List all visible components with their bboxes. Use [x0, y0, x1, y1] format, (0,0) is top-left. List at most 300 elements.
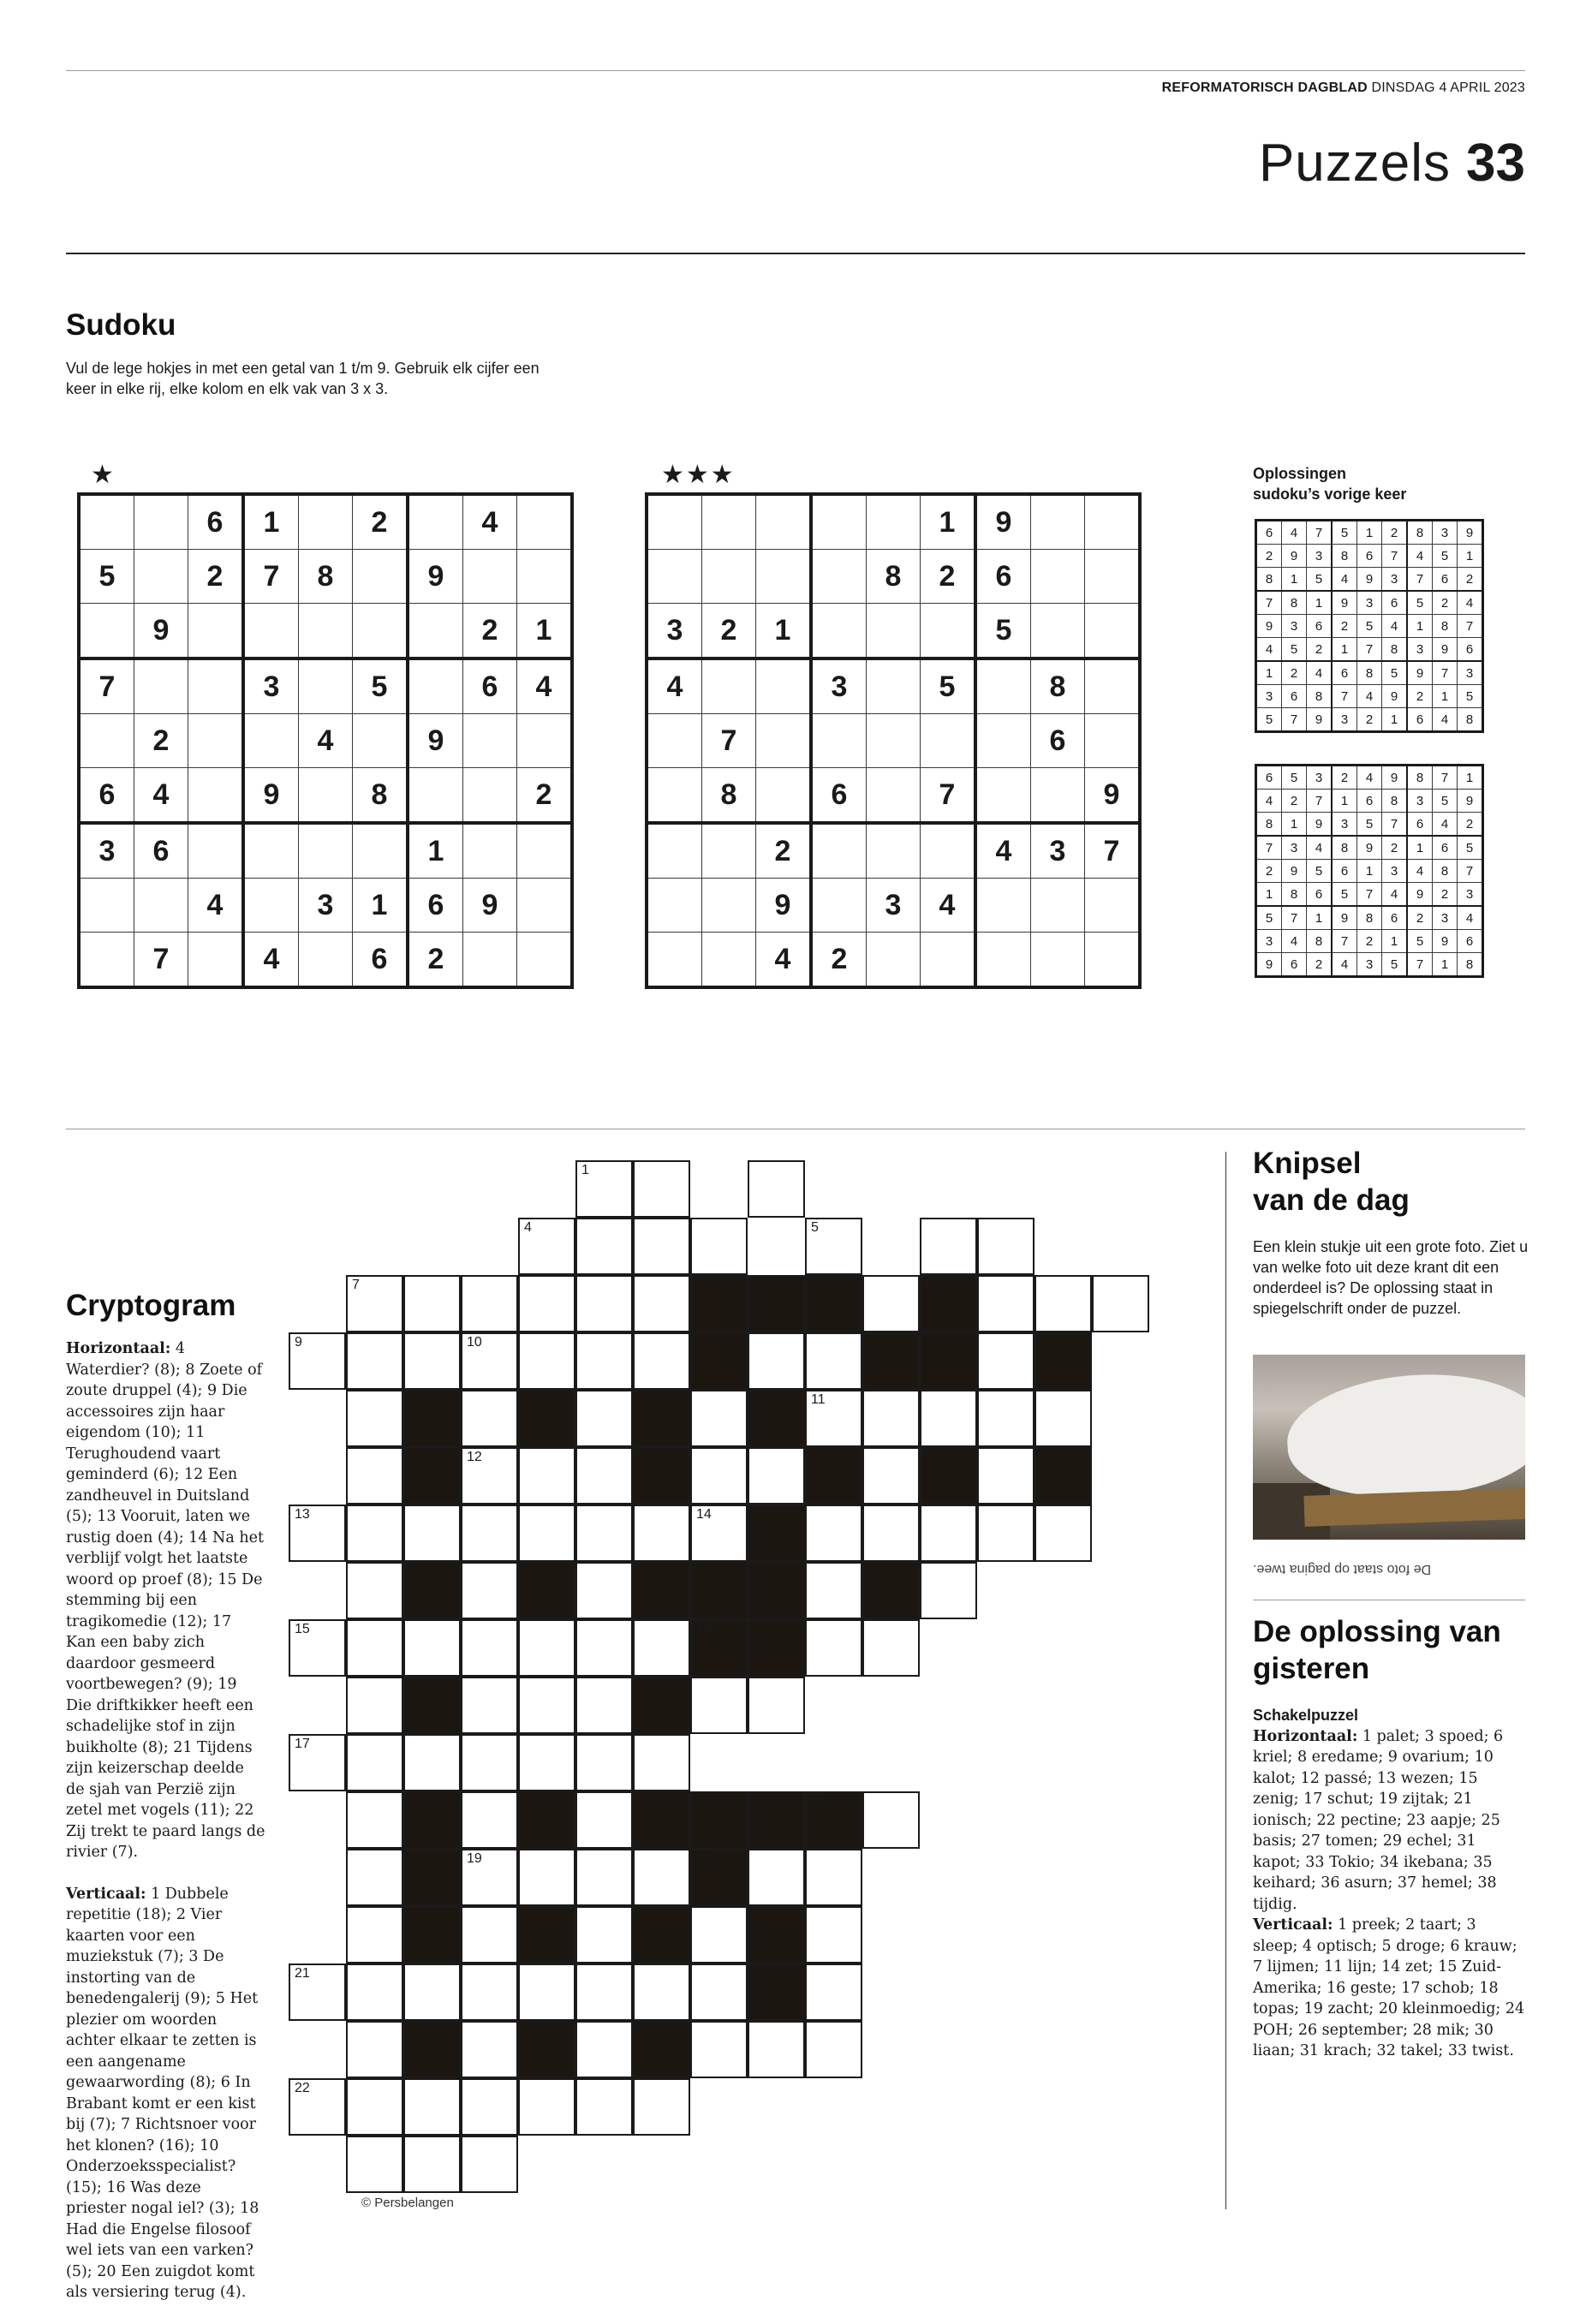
crossword-cell[interactable] — [461, 1734, 518, 1791]
sudoku-cell[interactable] — [1031, 550, 1085, 604]
sudoku-cell[interactable] — [1085, 604, 1141, 659]
crossword-cell[interactable] — [633, 1505, 690, 1562]
crossword-cell[interactable] — [403, 1505, 461, 1562]
sudoku-cell[interactable] — [702, 658, 756, 714]
sudoku-cell[interactable]: 2 — [921, 550, 976, 604]
crossword-cell[interactable] — [461, 2078, 518, 2136]
sudoku-cell[interactable]: 6 — [353, 933, 408, 988]
crossword-cell[interactable] — [346, 1562, 403, 1619]
sudoku-cell[interactable] — [79, 604, 134, 659]
sudoku-cell[interactable] — [463, 550, 517, 604]
sudoku-grid-easy[interactable] — [77, 492, 574, 989]
crossword-cell[interactable] — [346, 1734, 403, 1791]
sudoku-cell[interactable]: 5 — [353, 658, 408, 714]
crossword-cell[interactable] — [575, 1677, 633, 1734]
sudoku-cell[interactable] — [811, 714, 867, 768]
crossword-cell[interactable] — [575, 1160, 633, 1218]
sudoku-cell[interactable] — [243, 879, 299, 933]
sudoku-cell[interactable]: 4 — [188, 879, 244, 933]
sudoku-cell[interactable] — [811, 879, 867, 933]
crossword-cell[interactable] — [461, 1849, 518, 1906]
sudoku-cell[interactable] — [79, 879, 134, 933]
sudoku-cell[interactable] — [353, 550, 408, 604]
sudoku-cell[interactable]: 9 — [408, 550, 463, 604]
sudoku-cell[interactable] — [463, 823, 517, 879]
sudoku-cell[interactable] — [299, 604, 353, 659]
crossword-cell[interactable] — [805, 1390, 862, 1447]
crossword-cell[interactable] — [1034, 1390, 1092, 1447]
crossword-cell[interactable] — [575, 2021, 633, 2078]
crossword-cell[interactable] — [346, 1963, 403, 2021]
crossword-cell[interactable] — [575, 1734, 633, 1791]
crossword-cell[interactable] — [690, 1677, 748, 1734]
crossword-cell[interactable] — [346, 2078, 403, 2136]
sudoku-cell[interactable] — [463, 714, 517, 768]
sudoku-cell[interactable] — [867, 823, 921, 879]
crossword-cell[interactable] — [690, 1390, 748, 1447]
sudoku-cell[interactable]: 1 — [353, 879, 408, 933]
crossword-cell[interactable] — [690, 1447, 748, 1505]
sudoku-cell[interactable]: 6 — [975, 550, 1031, 604]
crossword-cell[interactable] — [748, 1447, 805, 1505]
sudoku-cell[interactable]: 2 — [811, 933, 867, 988]
crossword-cell[interactable] — [289, 1734, 346, 1791]
crossword-cell[interactable] — [748, 1332, 805, 1390]
sudoku-cell[interactable]: 7 — [702, 714, 756, 768]
crossword-cell[interactable] — [518, 1734, 575, 1791]
sudoku-cell[interactable]: 3 — [1031, 823, 1085, 879]
sudoku-cell[interactable] — [702, 879, 756, 933]
crossword-cell[interactable] — [461, 1275, 518, 1332]
crossword-cell[interactable] — [748, 1677, 805, 1734]
sudoku-cell[interactable] — [867, 768, 921, 824]
sudoku-cell[interactable] — [134, 879, 188, 933]
crossword-cell[interactable] — [575, 1218, 633, 1275]
sudoku-cell[interactable]: 8 — [867, 550, 921, 604]
sudoku-cell[interactable] — [867, 494, 921, 550]
sudoku-cell[interactable] — [1031, 604, 1085, 659]
sudoku-cell[interactable]: 7 — [921, 768, 976, 824]
sudoku-cell[interactable]: 1 — [756, 604, 812, 659]
crossword-cell[interactable] — [633, 1734, 690, 1791]
crossword-cell[interactable] — [518, 1677, 575, 1734]
sudoku-cell[interactable]: 1 — [921, 494, 976, 550]
sudoku-cell[interactable] — [1031, 494, 1085, 550]
sudoku-cell[interactable] — [1085, 933, 1141, 988]
sudoku-cell[interactable]: 3 — [299, 879, 353, 933]
sudoku-cell[interactable] — [408, 604, 463, 659]
solution-cell: 1 — [1357, 860, 1382, 883]
sudoku-cell[interactable]: 9 — [1085, 768, 1141, 824]
crossword-cell[interactable] — [575, 1275, 633, 1332]
crossword-cell[interactable] — [575, 1390, 633, 1447]
sudoku-cell[interactable]: 4 — [975, 823, 1031, 879]
sudoku-cell[interactable]: 2 — [756, 823, 812, 879]
sudoku-cell[interactable] — [517, 714, 573, 768]
crossword-cell[interactable] — [575, 1906, 633, 1963]
crossword-cell[interactable] — [977, 1390, 1034, 1447]
sudoku-cell[interactable]: 7 — [79, 658, 134, 714]
sudoku-cell[interactable] — [811, 823, 867, 879]
crossword-cell[interactable] — [633, 1218, 690, 1275]
sudoku-cell[interactable] — [647, 823, 702, 879]
sudoku-cell[interactable]: 4 — [243, 933, 299, 988]
sudoku-cell[interactable]: 4 — [134, 768, 188, 824]
crossword-cell[interactable] — [346, 1332, 403, 1390]
sudoku-cell[interactable] — [517, 933, 573, 988]
crossword-cell[interactable] — [518, 1849, 575, 1906]
crossword-cell[interactable] — [805, 1505, 862, 1562]
sudoku-cell[interactable] — [188, 658, 244, 714]
sudoku-cell[interactable] — [647, 550, 702, 604]
sudoku-cell[interactable]: 8 — [299, 550, 353, 604]
crossword-cell[interactable] — [805, 2021, 862, 2078]
crossword-cell[interactable] — [977, 1505, 1034, 1562]
sudoku-cell[interactable] — [1085, 714, 1141, 768]
crossword-cell[interactable] — [805, 1849, 862, 1906]
sudoku-cell[interactable] — [517, 823, 573, 879]
sudoku-cell[interactable] — [134, 658, 188, 714]
crossword-cell[interactable] — [633, 1160, 690, 1218]
sudoku-cell[interactable] — [299, 658, 353, 714]
crossword-cell[interactable] — [805, 1332, 862, 1390]
crossword-cell[interactable] — [690, 1906, 748, 1963]
sudoku-cell[interactable]: 9 — [243, 768, 299, 824]
sudoku-cell[interactable]: 4 — [756, 933, 812, 988]
sudoku-cell[interactable]: 7 — [134, 933, 188, 988]
sudoku-cell[interactable] — [1031, 879, 1085, 933]
crossword-cell[interactable] — [633, 1332, 690, 1390]
crossword-cell[interactable] — [748, 1160, 805, 1218]
sudoku-cell[interactable] — [517, 550, 573, 604]
crossword-cell[interactable] — [403, 1332, 461, 1390]
sudoku-cell[interactable] — [1085, 658, 1141, 714]
sudoku-cell[interactable]: 3 — [647, 604, 702, 659]
crossword-cell[interactable] — [575, 1963, 633, 2021]
crossword-cell[interactable] — [805, 1906, 862, 1963]
crossword-cell[interactable] — [805, 1619, 862, 1677]
crossword-cell[interactable] — [920, 1505, 977, 1562]
crossword-cell[interactable] — [403, 2078, 461, 2136]
sudoku-cell[interactable]: 5 — [975, 604, 1031, 659]
sudoku-cell[interactable] — [299, 933, 353, 988]
sudoku-cell[interactable] — [188, 823, 244, 879]
crossword-cell[interactable] — [289, 2078, 346, 2136]
sudoku-cell[interactable]: 1 — [243, 494, 299, 550]
crossword-cell[interactable] — [289, 1332, 346, 1390]
sudoku-cell[interactable] — [975, 933, 1031, 988]
crossword-cell[interactable] — [346, 1677, 403, 1734]
sudoku-cell[interactable] — [299, 768, 353, 824]
sudoku-cell[interactable] — [517, 879, 573, 933]
crossword-cell[interactable] — [346, 1275, 403, 1332]
crossword-cell[interactable] — [518, 1619, 575, 1677]
sudoku-cell[interactable] — [79, 494, 134, 550]
sudoku-cell[interactable] — [921, 714, 976, 768]
sudoku-cell[interactable] — [867, 714, 921, 768]
crossword-cell[interactable] — [633, 1619, 690, 1677]
sudoku-cell[interactable] — [811, 494, 867, 550]
sudoku-cell[interactable] — [867, 658, 921, 714]
sudoku-cell[interactable]: 6 — [408, 879, 463, 933]
solution-row — [1256, 953, 1483, 977]
crossword-cell[interactable] — [461, 1447, 518, 1505]
crossword-cell[interactable] — [575, 1849, 633, 1906]
sudoku-cell[interactable] — [975, 879, 1031, 933]
sudoku-cell[interactable] — [408, 768, 463, 824]
crossword-cell[interactable] — [575, 2078, 633, 2136]
crossword-cell[interactable] — [1034, 1275, 1092, 1332]
sudoku-grid-hard[interactable] — [645, 492, 1142, 989]
crossword-cell[interactable] — [977, 1332, 1034, 1390]
crossword-cell[interactable] — [690, 1218, 748, 1275]
crossword-cell[interactable] — [461, 2021, 518, 2078]
sudoku-cell[interactable] — [243, 714, 299, 768]
sudoku-cell[interactable] — [79, 933, 134, 988]
sudoku-cell[interactable]: 3 — [79, 823, 134, 879]
crossword-cell[interactable] — [346, 1505, 403, 1562]
sudoku-cell[interactable] — [188, 604, 244, 659]
sudoku-cell[interactable] — [921, 933, 976, 988]
crossword-cell[interactable] — [690, 1963, 748, 2021]
sudoku-cell[interactable] — [243, 823, 299, 879]
crossword-cell[interactable] — [289, 1963, 346, 2021]
crossword-cell[interactable] — [805, 1218, 862, 1275]
crossword-cell[interactable] — [690, 2021, 748, 2078]
sudoku-cell[interactable] — [647, 768, 702, 824]
sudoku-cell[interactable]: 9 — [975, 494, 1031, 550]
crossword-cell[interactable] — [346, 2021, 403, 2078]
crossword-black-cell — [748, 1791, 805, 1849]
sudoku-cell[interactable] — [921, 604, 976, 659]
sudoku-cell[interactable]: 9 — [134, 604, 188, 659]
sudoku-cell[interactable]: 3 — [243, 658, 299, 714]
sudoku-cell[interactable]: 4 — [517, 658, 573, 714]
sudoku-cell[interactable]: 4 — [299, 714, 353, 768]
sudoku-cell[interactable] — [408, 658, 463, 714]
crossword-cell[interactable] — [575, 1619, 633, 1677]
crossword-cell[interactable] — [518, 1963, 575, 2021]
crossword-cell[interactable] — [461, 2136, 518, 2193]
sudoku-cell[interactable] — [867, 604, 921, 659]
crossword-cell[interactable] — [862, 1447, 920, 1505]
solution-cell: 1 — [1382, 708, 1408, 732]
sudoku-cell[interactable]: 2 — [188, 550, 244, 604]
sudoku-cell[interactable] — [517, 494, 573, 550]
crossword-cell[interactable] — [633, 1849, 690, 1906]
sudoku-cell[interactable]: 8 — [1031, 658, 1085, 714]
crossword-cell[interactable] — [518, 2078, 575, 2136]
crossword-cell[interactable] — [346, 1619, 403, 1677]
sudoku-cell[interactable]: 8 — [702, 768, 756, 824]
sudoku-cell[interactable] — [353, 714, 408, 768]
crossword-cell[interactable] — [977, 1447, 1034, 1505]
crossword-black-cell — [518, 2021, 575, 2078]
sudoku-cell[interactable] — [1085, 494, 1141, 550]
crossword-cell[interactable] — [690, 1505, 748, 1562]
crossword-cell[interactable] — [977, 1275, 1034, 1332]
crossword-cell[interactable] — [461, 1390, 518, 1447]
crossword-cell[interactable] — [862, 1619, 920, 1677]
sudoku-cell[interactable]: 4 — [647, 658, 702, 714]
crossword-cell[interactable] — [805, 1963, 862, 2021]
sudoku-cell[interactable]: 4 — [921, 879, 976, 933]
cryptogram-grid[interactable] — [289, 1160, 1148, 2193]
sudoku-cell[interactable]: 6 — [463, 658, 517, 714]
crossword-cell[interactable] — [633, 2078, 690, 2136]
sudoku-cell[interactable]: 1 — [408, 823, 463, 879]
sudoku-cell[interactable]: 6 — [188, 494, 244, 550]
sudoku-cell[interactable]: 4 — [463, 494, 517, 550]
sudoku-cell[interactable]: 6 — [1031, 714, 1085, 768]
sudoku-cell[interactable] — [702, 823, 756, 879]
sudoku-cell[interactable] — [299, 823, 353, 879]
sudoku-cell[interactable]: 2 — [702, 604, 756, 659]
sudoku-cell[interactable] — [188, 714, 244, 768]
sudoku-cell[interactable]: 6 — [134, 823, 188, 879]
crossword-cell[interactable] — [518, 1505, 575, 1562]
crossword-cell[interactable] — [920, 1218, 977, 1275]
sudoku-cell[interactable]: 7 — [1085, 823, 1141, 879]
sudoku-cell[interactable] — [867, 933, 921, 988]
crossword-cell[interactable] — [633, 1963, 690, 2021]
sudoku-cell[interactable] — [975, 714, 1031, 768]
crossword-cell[interactable] — [346, 1849, 403, 1906]
sudoku-cell[interactable] — [702, 550, 756, 604]
sudoku-cell[interactable]: 5 — [79, 550, 134, 604]
crossword-cell[interactable] — [346, 2136, 403, 2193]
sudoku-cell[interactable] — [463, 768, 517, 824]
sudoku-cell[interactable] — [702, 933, 756, 988]
crossword-cell[interactable] — [461, 1562, 518, 1619]
sudoku-cell[interactable]: 2 — [517, 768, 573, 824]
crossword-cell[interactable] — [862, 1791, 920, 1849]
crossword-cell[interactable] — [289, 1505, 346, 1562]
sudoku-cell[interactable] — [921, 823, 976, 879]
crossword-cell[interactable] — [1034, 1505, 1092, 1562]
sudoku-cell[interactable] — [647, 494, 702, 550]
crossword-cell[interactable] — [920, 1390, 977, 1447]
sudoku-cell[interactable] — [975, 658, 1031, 714]
sudoku-cell[interactable]: 3 — [811, 658, 867, 714]
sudoku-cell[interactable] — [463, 933, 517, 988]
sudoku-cell[interactable]: 2 — [353, 494, 408, 550]
sudoku-cell[interactable]: 7 — [243, 550, 299, 604]
sudoku-cell[interactable]: 9 — [463, 879, 517, 933]
crossword-cell[interactable] — [633, 1275, 690, 1332]
crossword-cell[interactable] — [403, 2136, 461, 2193]
sudoku-cell[interactable]: 5 — [921, 658, 976, 714]
sudoku-cell[interactable] — [188, 768, 244, 824]
crossword-cell[interactable] — [461, 1677, 518, 1734]
crossword-cell[interactable] — [346, 1447, 403, 1505]
sudoku-cell[interactable]: 3 — [867, 879, 921, 933]
sudoku-cell[interactable] — [811, 550, 867, 604]
crossword-cell[interactable] — [518, 1218, 575, 1275]
sudoku-cell[interactable] — [1031, 933, 1085, 988]
crossword-cell[interactable] — [575, 1791, 633, 1849]
crossword-cell[interactable] — [461, 1791, 518, 1849]
sudoku-cell[interactable] — [408, 494, 463, 550]
crossword-cell[interactable] — [862, 1275, 920, 1332]
crossword-cell[interactable] — [403, 1619, 461, 1677]
sudoku-cell[interactable] — [1085, 550, 1141, 604]
crossword-cell[interactable] — [575, 1562, 633, 1619]
crossword-cell[interactable] — [461, 1505, 518, 1562]
crossword-cell[interactable] — [518, 1332, 575, 1390]
crossword-cell[interactable] — [461, 1963, 518, 2021]
sudoku-cell[interactable] — [353, 604, 408, 659]
crossword-cell[interactable] — [346, 1906, 403, 1963]
crossword-cell[interactable] — [575, 1332, 633, 1390]
sudoku-cell[interactable] — [756, 658, 812, 714]
sudoku-cell[interactable] — [243, 604, 299, 659]
sudoku-cell[interactable] — [647, 714, 702, 768]
sudoku-cell[interactable] — [299, 494, 353, 550]
crossword-cell[interactable] — [575, 1505, 633, 1562]
crossword-cell[interactable] — [403, 1275, 461, 1332]
sudoku-cell[interactable]: 6 — [811, 768, 867, 824]
sudoku-cell[interactable]: 6 — [79, 768, 134, 824]
sudoku-cell[interactable] — [811, 604, 867, 659]
sudoku-cell[interactable] — [702, 494, 756, 550]
crossword-cell[interactable] — [575, 1447, 633, 1505]
sudoku-cell[interactable] — [134, 550, 188, 604]
sudoku-cell[interactable]: 9 — [756, 879, 812, 933]
sudoku-cell[interactable]: 9 — [408, 714, 463, 768]
crossword-cell[interactable] — [518, 1447, 575, 1505]
sudoku-cell[interactable] — [79, 714, 134, 768]
crossword-cell[interactable] — [461, 1332, 518, 1390]
solution-cell: 4 — [1382, 615, 1408, 638]
crossword-cell[interactable] — [461, 1906, 518, 1963]
crossword-cell[interactable] — [748, 2021, 805, 2078]
sudoku-cell[interactable]: 1 — [517, 604, 573, 659]
sudoku-cell[interactable] — [975, 768, 1031, 824]
sudoku-cell[interactable] — [756, 550, 812, 604]
crossword-cell[interactable] — [805, 1562, 862, 1619]
solution-cell: 3 — [1382, 860, 1408, 883]
sudoku-cell[interactable] — [647, 879, 702, 933]
crossword-cell[interactable] — [977, 1218, 1034, 1275]
crossword-cell[interactable] — [920, 1562, 977, 1619]
sudoku-cell[interactable] — [647, 933, 702, 988]
crossword-cell[interactable] — [289, 1619, 346, 1677]
sudoku-cell[interactable]: 8 — [353, 768, 408, 824]
sudoku-cell[interactable] — [188, 933, 244, 988]
crossword-cell[interactable] — [346, 1791, 403, 1849]
sudoku-cell[interactable]: 2 — [463, 604, 517, 659]
crossword-cell[interactable] — [862, 1505, 920, 1562]
crossword-cell[interactable] — [1092, 1275, 1149, 1332]
crossword-cell[interactable] — [403, 1963, 461, 2021]
crossword-cell[interactable] — [518, 1275, 575, 1332]
crossword-cell[interactable] — [346, 1390, 403, 1447]
crossword-cell[interactable] — [862, 1390, 920, 1447]
crossword-cell[interactable] — [748, 1849, 805, 1906]
sudoku-cell[interactable]: 2 — [408, 933, 463, 988]
sudoku-cell[interactable] — [353, 823, 408, 879]
sudoku-cell[interactable] — [756, 714, 812, 768]
sudoku-cell[interactable] — [1085, 879, 1141, 933]
sudoku-cell[interactable]: 2 — [134, 714, 188, 768]
sudoku-cell[interactable] — [756, 494, 812, 550]
crossword-cell[interactable] — [461, 1619, 518, 1677]
sudoku-cell[interactable] — [134, 494, 188, 550]
sudoku-cell[interactable] — [1031, 768, 1085, 824]
crossword-cell[interactable] — [403, 1734, 461, 1791]
sudoku-cell[interactable] — [756, 768, 812, 824]
